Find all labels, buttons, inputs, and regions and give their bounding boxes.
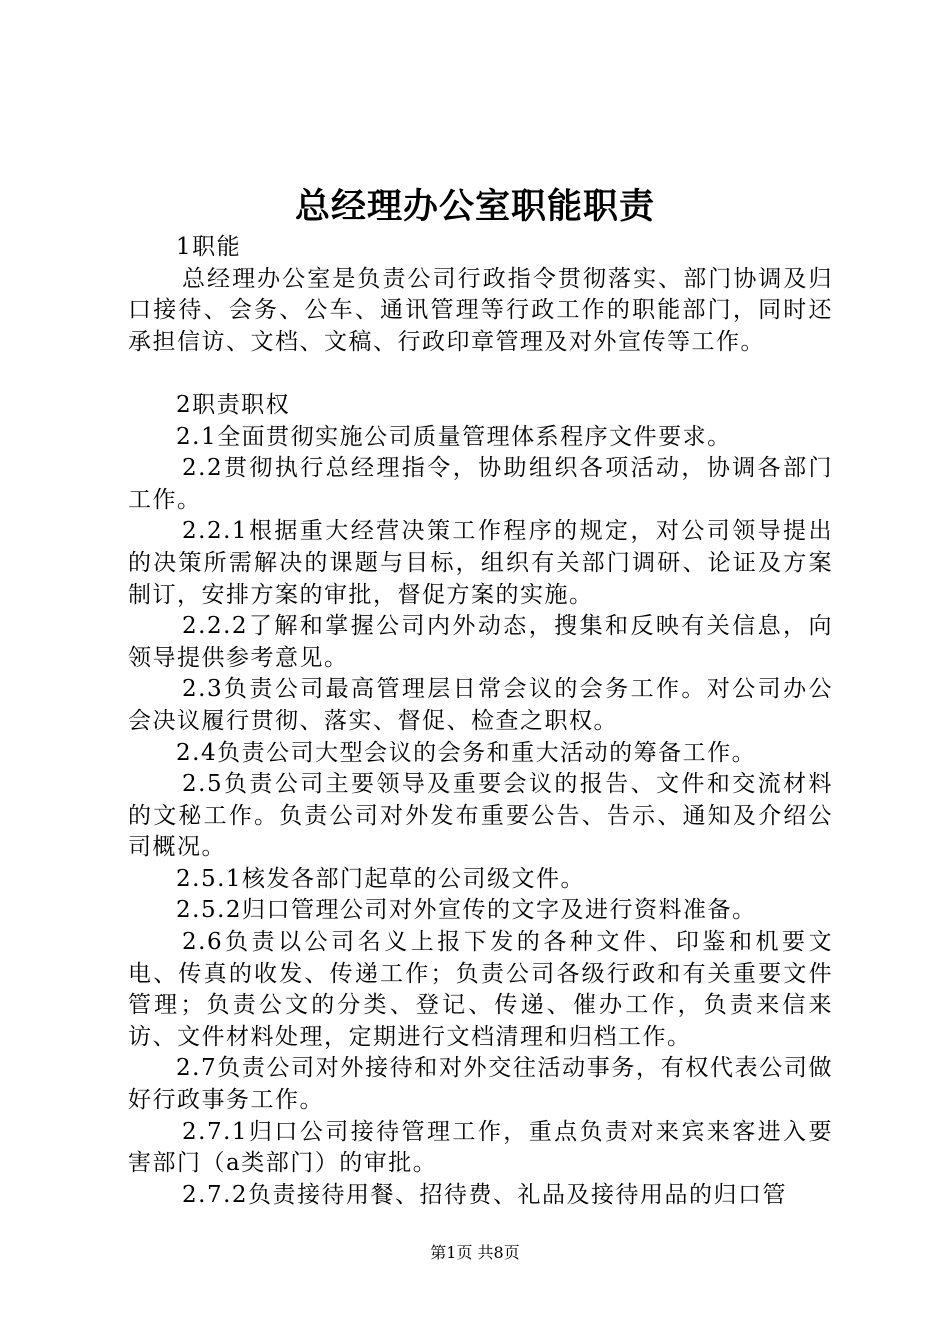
paragraph: 2.3负责公司最高管理层日常会议的会务工作。对公司办公会决议履行贯彻、落实、督促、检查之职权。 — [128, 676, 833, 734]
paragraph: 2.2.2了解和掌握公司内外动态，搜集和反映有关信息，向领导提供参考意见。 — [128, 613, 833, 671]
paragraph: 2.6负责以公司名义上报下发的各种文件、印鉴和机要文电、传真的收发、传递工作；负责公司各级行政和有关重要文件管理；负责公文的分类、登记、传递、催办工作，负责来信来访、文件材料处理，定期进行文档清理和归档工作。 — [128, 929, 833, 1050]
section-heading-duties: 2职责职权 — [176, 391, 291, 418]
paragraph: 2.2.1根据重大经营决策工作程序的规定，对公司领导提出的决策所需解决的课题与目标，组织有关部门调研、论证及方案制订，安排方案的审批，督促方案的实施。 — [128, 518, 833, 608]
paragraph: 2.5.1核发各部门起草的公司级文件。 — [176, 865, 586, 892]
paragraph: 总经理办公室是负责公司行政指令贯彻落实、部门协调及归口接待、会务、公车、通讯管理等行政工作的职能部门，同时还承担信访、文档、文稿、行政印章管理及对外宣传等工作。 — [128, 265, 833, 355]
paragraph: 2.7.2负责接待用餐、招待费、礼品及接待用品的归口管 — [182, 1181, 788, 1208]
page-indicator: 第1页 共8页 — [430, 1243, 520, 1262]
paragraph: 2.1全面贯彻实施公司质量管理体系程序文件要求。 — [176, 423, 732, 450]
paragraph-spacer — [128, 358, 833, 390]
paragraph: 2.7负责公司对外接待和对外交往活动事务，有权代表公司做好行政事务工作。 — [128, 1055, 833, 1114]
document-body — [128, 232, 833, 1211]
section-heading-functions: 1职能 — [176, 234, 242, 260]
paragraph: 2.7.1归口公司接待管理工作，重点负责对来宾来客进入要害部门（a类部门）的审批。 — [128, 1118, 833, 1177]
paragraph: 2.2贯彻执行总经理指令，协助组织各项活动，协调各部门工作。 — [128, 455, 833, 513]
paragraph: 2.5负责公司主要领导及重要会议的报告、文件和交流材料的文秘工作。负责公司对外发布重要公告、告示、通知及介绍公司概况。 — [128, 771, 833, 861]
paragraph: 2.4负责公司大型会议的会务和重大活动的筹备工作。 — [176, 739, 757, 766]
document-title: 总经理办公室职能职责 — [294, 186, 655, 227]
paragraph: 2.5.2归口管理公司对外宣传的文字及进行资料准备。 — [176, 897, 757, 924]
